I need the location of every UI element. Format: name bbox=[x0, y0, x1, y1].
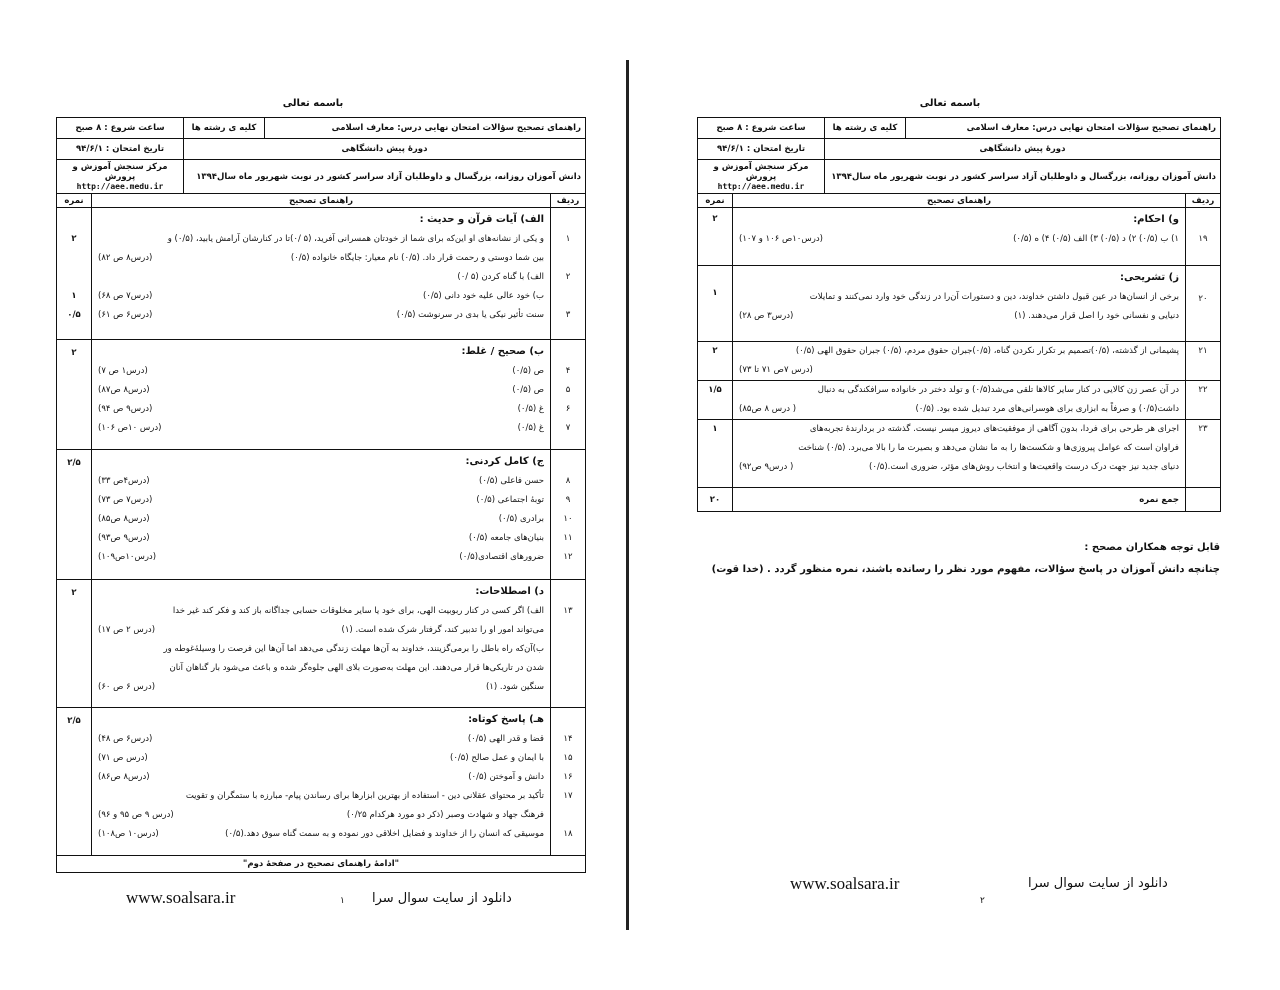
section-d-content bbox=[92, 580, 551, 708]
start-time: ساعت شروع : ۸ صبح bbox=[698, 118, 825, 139]
col-score-header: نمره bbox=[57, 194, 92, 208]
answer-key-page-2 bbox=[640, 0, 1280, 990]
score-cell bbox=[698, 381, 733, 420]
answer-key-page-1 bbox=[0, 0, 626, 990]
field-label: کلیه ی رشته ها bbox=[825, 118, 906, 139]
answer-text: می‌تواند امور او را تدبیر کند، گرفتار شرک شده است. (۱) bbox=[341, 625, 544, 635]
lesson-ref: (درس۸ ص ۸۲) bbox=[98, 253, 153, 263]
score-value: ۲ bbox=[71, 588, 77, 598]
lesson-ref: (درس۸ ص۸۶) bbox=[98, 772, 150, 782]
answer-text: فرهنگ جهاد و شهادت وصبر (ذکر دو مورد هرکدام ۰/۲۵) bbox=[346, 810, 544, 820]
section-d-scores bbox=[57, 580, 92, 708]
notice-text: چنانچه دانش آموزان در پاسخ سؤالات، مفهوم مورد نظر را رسانده باشند، نمره منظور گردد . (خدا قوت) bbox=[711, 564, 1220, 575]
question-number: ۴ bbox=[565, 366, 571, 376]
question-number: ۲۱ bbox=[1198, 346, 1208, 356]
course-label: دورۀ پیش دانشگاهی bbox=[184, 139, 586, 160]
answer-text: توبۀ اجتماعی (۰/۵) bbox=[476, 495, 544, 505]
guide-title: راهنمای تصحیح سؤالات امتحان نهایی درس: معارف اسلامی bbox=[906, 118, 1221, 139]
lesson-ref: (درس۴ص ۳۳) bbox=[98, 476, 150, 486]
score-value: ۱ bbox=[712, 424, 718, 434]
lesson-ref: (درس۱۰ص ۱۰۶ و ۱۰۷) bbox=[739, 234, 823, 244]
answer-text: قضا و قدر الهی (۰/۵) bbox=[467, 734, 544, 744]
answer-text: داشت(۰/۵) و صرفاً به ابزاری برای هوسرانی‌های مرد تبدیل شده بود. (۰/۵) bbox=[915, 404, 1179, 414]
answer-text: تأکید بر محتوای عقلانی دین - استفاده از بهترین ابزارها برای رساندن پیام- مبارزه با ستمگران و تقویت bbox=[185, 791, 544, 801]
lesson-ref: (درس۹ ص ۹۴) bbox=[98, 404, 153, 414]
answer-line bbox=[733, 458, 1179, 477]
section-title: الف) آیات قرآن و حدیث : bbox=[419, 214, 544, 225]
lesson-ref: (درس۹ ص۹۳) bbox=[98, 533, 150, 543]
score-value: ۲/۵ bbox=[67, 458, 81, 468]
answer-line bbox=[733, 439, 1179, 458]
answer-line bbox=[733, 342, 1179, 361]
answer-text: الف) اگر کسی در کنار ربوبیت الهی، برای خود یا سایر مخلوقات حسابی جداگانه باز کند و فکر کند غیر خدا bbox=[172, 606, 544, 616]
answer-line bbox=[92, 825, 544, 844]
answer-line bbox=[92, 287, 544, 306]
question-number: ۲۲ bbox=[1198, 385, 1208, 395]
col-guide-header: راهنمای تصحیح bbox=[733, 194, 1186, 208]
answer-line bbox=[92, 548, 544, 567]
bismillah-heading: باسمه تعالی bbox=[919, 98, 981, 109]
answer-text: فراوان است که عوامل پیروزی‌ها و شکست‌ها را به ما نشان می‌دهد و بصیرت ما را بالا می‌برد. (۰/۵) شناخت bbox=[798, 443, 1179, 453]
answer-text: ب) خود عالی علیه خود دانی (۰/۵) bbox=[423, 291, 544, 301]
lesson-ref: ( درس ۸ ص۸۵) bbox=[739, 404, 797, 414]
question-number: ۱۳ bbox=[563, 606, 573, 616]
answer-line bbox=[733, 361, 1179, 380]
answer-text: دانش و آموختن (۰/۵) bbox=[468, 772, 544, 782]
question-number: ۱۵ bbox=[563, 753, 573, 763]
lesson-ref: (درس۶ ص ۴۸) bbox=[98, 734, 153, 744]
section-d-numbers bbox=[551, 580, 586, 708]
question-number: ۱۹ bbox=[1198, 234, 1208, 244]
students-label: دانش آموزان روزانه، بزرگسال و داوطلبان آزاد سراسر کشور در نوبت شهریور ماه سال۱۳۹۴ bbox=[825, 160, 1221, 194]
question-number-cell bbox=[1186, 266, 1221, 342]
answer-line bbox=[92, 749, 544, 768]
grader-notice bbox=[680, 542, 1220, 586]
lesson-ref: (درس۶ ص ۶۱) bbox=[98, 310, 153, 320]
section-title: و) احکام: bbox=[1133, 214, 1179, 225]
answer-text: دنیای جدید نیز جهت درک درست واقعیت‌ها و انتخاب روش‌های مؤثر، ضروری است.(۰/۵) bbox=[868, 462, 1179, 472]
lesson-ref: (درس ۹ ص ۹۵ و ۹۶) bbox=[98, 810, 174, 820]
center-site: http://aee.medu.ir bbox=[717, 182, 805, 191]
score-value: ۱ bbox=[71, 291, 77, 301]
answer-line bbox=[733, 307, 1179, 326]
download-note: دانلود از سایت سوال سرا bbox=[372, 891, 512, 906]
answer-line bbox=[92, 787, 544, 806]
answer-line bbox=[92, 621, 544, 640]
answer-line bbox=[92, 306, 544, 325]
col-guide-header: راهنمای تصحیح bbox=[92, 194, 551, 208]
answer-line bbox=[92, 659, 544, 678]
bismillah-heading: باسمه تعالی bbox=[282, 98, 344, 109]
answer-line bbox=[92, 806, 544, 825]
score-value: ۲ bbox=[71, 348, 77, 358]
answer-line bbox=[733, 420, 1179, 439]
question-number-cell bbox=[1186, 208, 1221, 266]
answer-cell bbox=[733, 208, 1186, 266]
section-a-content bbox=[92, 208, 551, 340]
section-e-content bbox=[92, 708, 551, 856]
question-number: ۸ bbox=[565, 476, 571, 486]
question-number: ۱۱ bbox=[563, 533, 573, 543]
students-label: دانش آموزان روزانه، بزرگسال و داوطلبان آزاد سراسر کشور در نوبت شهریور ماه سال۱۳۹۴ bbox=[184, 160, 586, 194]
exam-date: تاریخ امتحان : ۹۴/۶/۱ bbox=[698, 139, 825, 160]
answer-text: بنیان‌های جامعه (۰/۵) bbox=[468, 533, 544, 543]
lesson-ref: (درس۸ ص۸۷) bbox=[98, 385, 150, 395]
question-number: ۱۸ bbox=[563, 829, 573, 839]
section-title: هـ) پاسخ کوتاه: bbox=[468, 714, 544, 725]
answer-cell bbox=[733, 381, 1186, 420]
score-cell bbox=[698, 342, 733, 381]
lesson-ref: (درس ۲ ص ۱۷) bbox=[98, 625, 156, 635]
question-number: ۱۶ bbox=[563, 772, 573, 782]
section-title: ب) صحیح / غلط: bbox=[461, 346, 544, 357]
section-c-numbers bbox=[551, 450, 586, 580]
question-number: ۲۰ bbox=[1198, 294, 1208, 304]
score-value bbox=[57, 268, 91, 287]
answer-line bbox=[92, 529, 544, 548]
section-e-scores bbox=[57, 708, 92, 856]
answer-line bbox=[92, 362, 544, 381]
answer-line bbox=[92, 268, 544, 287]
score-value: ۲ bbox=[712, 214, 718, 224]
score-value: ۲ bbox=[71, 234, 77, 244]
answer-line bbox=[733, 230, 1179, 249]
answer-text: در آن عصر زن کالایی در کنار سایر کالاها تلقی می‌شد(۰/۵) و تولد دختر در خانواده سرافکندگی به دنبال bbox=[817, 385, 1179, 395]
lesson-ref: (درس ۷ص ۷۱ تا ۷۳) bbox=[739, 365, 813, 375]
question-number: ۳ bbox=[565, 310, 571, 320]
col-score-header: نمره bbox=[698, 194, 733, 208]
center-label bbox=[57, 160, 184, 194]
section-title: د) اصطلاحات: bbox=[475, 586, 544, 597]
lesson-ref: (درس۱۰ ص۱۰۸) bbox=[98, 829, 159, 839]
question-number: ۶ bbox=[565, 404, 571, 414]
lesson-ref: (درس۱۰ص۱۰۹) bbox=[98, 552, 157, 562]
section-e-numbers bbox=[551, 708, 586, 856]
start-time: ساعت شروع : ۸ صبح bbox=[57, 118, 184, 139]
download-note: دانلود از سایت سوال سرا bbox=[1028, 876, 1168, 891]
continuation-note: "ادامۀ راهنمای تصحیح در صفحۀ دوم" bbox=[57, 856, 586, 873]
answer-line bbox=[92, 640, 544, 659]
lesson-ref: (درس۳ ص ۲۸) bbox=[739, 311, 794, 321]
question-number-cell bbox=[1186, 342, 1221, 381]
answer-text: سنت تأثیر نیکی یا بدی در سرنوشت (۰/۵) bbox=[396, 310, 544, 320]
answer-line bbox=[92, 400, 544, 419]
question-number: ۲ bbox=[565, 272, 571, 282]
answer-cell bbox=[733, 266, 1186, 342]
answer-text: ص (۰/۵) bbox=[512, 366, 544, 376]
question-number: ۱۴ bbox=[563, 734, 573, 744]
site-url: www.soalsara.ir bbox=[790, 874, 900, 893]
exam-header-table bbox=[697, 117, 1221, 194]
answer-table-page-1 bbox=[56, 193, 586, 873]
answer-text: دنیایی و نفسانی خود را اصل قرار می‌دهند. (۱) bbox=[1014, 311, 1179, 321]
question-number bbox=[551, 806, 585, 825]
center-site: http://aee.medu.ir bbox=[76, 182, 164, 191]
center-name: مرکز سنجش آموزش و پرورش bbox=[72, 162, 168, 182]
question-number: ۱۲ bbox=[563, 552, 573, 562]
score-value: ۲ bbox=[712, 346, 718, 356]
section-a-scores bbox=[57, 208, 92, 340]
lesson-ref: (درس ۱۰ص ۱۰۶) bbox=[98, 423, 162, 433]
course-label: دورۀ پیش دانشگاهی bbox=[825, 139, 1221, 160]
section-b-content bbox=[92, 340, 551, 450]
lesson-ref: (درس۷ ص ۶۸) bbox=[98, 291, 153, 301]
lesson-ref: (درس ص ۷۱) bbox=[98, 753, 148, 763]
exam-header-table bbox=[56, 117, 586, 194]
section-a-numbers bbox=[551, 208, 586, 340]
question-number bbox=[551, 287, 585, 306]
lesson-ref: (درس۸ ص۸۵) bbox=[98, 514, 150, 524]
empty-cell bbox=[1186, 488, 1221, 512]
answer-text: غ (۰/۵) bbox=[517, 404, 544, 414]
answer-line bbox=[733, 400, 1179, 419]
score-value: ۲/۵ bbox=[67, 716, 81, 726]
field-label: کلیه ی رشته ها bbox=[184, 118, 265, 139]
answer-text: برادری (۰/۵) bbox=[498, 514, 544, 524]
answer-text: ۱) ب (۰/۵) ۲) د (۰/۵) ۳) الف (۰/۵) ۴) ه (۰/۵) bbox=[1013, 234, 1179, 244]
answer-line bbox=[92, 472, 544, 491]
answer-line bbox=[92, 230, 544, 249]
page-number: ۱ bbox=[340, 896, 345, 906]
question-number: ۷ bbox=[565, 423, 571, 433]
section-b-scores bbox=[57, 340, 92, 450]
answer-line bbox=[92, 678, 544, 697]
score-value: ۱/۵ bbox=[708, 385, 722, 395]
answer-text: با ایمان و عمل صالح (۰/۵) bbox=[450, 753, 544, 763]
section-c-content bbox=[92, 450, 551, 580]
center-name: مرکز سنجش آموزش و پرورش bbox=[713, 162, 809, 182]
answer-text: شدن در تاریکی‌ها قرار می‌دهند. این مهلت به‌صورت بلای الهی جلوه‌گر شده و باعث می‌شود بار گناهان آنان bbox=[169, 663, 544, 673]
answer-text: اجرای هر طرحی برای فردا، بدون آگاهی از موفقیت‌های دیروز میسر نیست. گذشته در بردارندۀ تجربه‌های bbox=[809, 424, 1179, 434]
question-number bbox=[551, 249, 585, 268]
section-c-scores bbox=[57, 450, 92, 580]
answer-line bbox=[733, 381, 1179, 400]
question-number: ۲۳ bbox=[1198, 424, 1208, 434]
score-cell bbox=[698, 266, 733, 342]
guide-title: راهنمای تصحیح سؤالات امتحان نهایی درس: معارف اسلامی bbox=[265, 118, 586, 139]
question-number: ۱۰ bbox=[563, 514, 573, 524]
lesson-ref: ( درس۹ ص۹۲) bbox=[739, 462, 794, 472]
answer-text: ضرورهای اقتصادی(۰/۵) bbox=[459, 552, 544, 562]
question-number: ۵ bbox=[565, 385, 571, 395]
section-title: ج) کامل کردنی: bbox=[465, 456, 544, 467]
score-value bbox=[57, 249, 91, 268]
answer-text: و یکی از نشانه‌های او این‌که برای شما از خودتان همسرانی آفرید، (۵ /۰)تا در کنارشان آرامش یابید، (۰/۵) و bbox=[167, 234, 544, 244]
answer-line bbox=[92, 381, 544, 400]
answer-text: ب)آن‌که راه باطل را برمی‌گزینند، خداوند به آن‌ها مهلت زندگی می‌دهد اما آن‌ها این فرصت را وسیلۀغوطه ور bbox=[163, 644, 544, 654]
question-number-cell bbox=[1186, 381, 1221, 420]
lesson-ref: (درس۱ ص ۷) bbox=[98, 366, 148, 376]
answer-text: حسن فاعلی (۰/۵) bbox=[479, 476, 544, 486]
score-value: ۰/۵ bbox=[67, 310, 81, 320]
answer-line bbox=[92, 730, 544, 749]
answer-text: برخی از انسان‌ها در عین قبول داشتن خداوند، دین و دستورات آن‌را در زندگی خود وارد نمی‌کنند و تمایلات bbox=[809, 292, 1179, 302]
answer-cell bbox=[733, 420, 1186, 488]
exam-date: تاریخ امتحان : ۹۴/۶/۱ bbox=[57, 139, 184, 160]
answer-line bbox=[92, 249, 544, 268]
answer-text: سنگین شود. (۱) bbox=[485, 682, 544, 692]
answer-text: موسیقی که انسان را از خداوند و فضایل اخلاقی دور نموده و به سمت گناه سوق دهد.(۰/۵) bbox=[225, 829, 544, 839]
question-number: ۹ bbox=[565, 495, 571, 505]
center-label bbox=[698, 160, 825, 194]
notice-title: قابل توجه همکاران مصحح : bbox=[1084, 542, 1220, 553]
total-value: ۲۰ bbox=[698, 488, 733, 512]
answer-text: بین شما دوستی و رحمت قرار داد. (۰/۵) نام معیار: جایگاه خانواده (۰/۵) bbox=[290, 253, 544, 263]
answer-line bbox=[92, 419, 544, 438]
section-title: ز) تشریحی: bbox=[1119, 272, 1179, 283]
answer-line bbox=[92, 602, 544, 621]
answer-text: غ (۰/۵) bbox=[517, 423, 544, 433]
answer-cell bbox=[733, 342, 1186, 381]
lesson-ref: (درس۷ ص ۷۳) bbox=[98, 495, 153, 505]
site-url: www.soalsara.ir bbox=[126, 888, 236, 907]
answer-text: الف) با گناه کردن (۵ /۰) bbox=[457, 272, 544, 282]
col-row-header: ردیف bbox=[551, 194, 586, 208]
answer-line bbox=[92, 768, 544, 787]
answer-table-page-2 bbox=[697, 193, 1221, 512]
question-number: ۱ bbox=[565, 234, 571, 244]
answer-text: پشیمانی از گذشته، (۰/۵)تصمیم بر تکرار نکردن گناه، (۰/۵)جبران حقوق مردم، (۰/۵) جبران حقوق الهی (۰/۵) bbox=[795, 346, 1179, 356]
section-b-numbers bbox=[551, 340, 586, 450]
col-row-header: ردیف bbox=[1186, 194, 1221, 208]
page-number: ۲ bbox=[980, 896, 985, 906]
lesson-ref: (درس ۶ ص ۶۰) bbox=[98, 682, 156, 692]
question-number: ۱۷ bbox=[563, 791, 573, 801]
answer-line bbox=[733, 288, 1179, 307]
score-value: ۱ bbox=[712, 288, 718, 298]
answer-line bbox=[92, 491, 544, 510]
page-divider bbox=[626, 60, 629, 930]
question-number-cell bbox=[1186, 420, 1221, 488]
score-cell bbox=[698, 208, 733, 266]
score-cell bbox=[698, 420, 733, 488]
total-label: جمع نمره bbox=[733, 488, 1186, 512]
answer-text: ص (۰/۵) bbox=[512, 385, 544, 395]
answer-line bbox=[92, 510, 544, 529]
